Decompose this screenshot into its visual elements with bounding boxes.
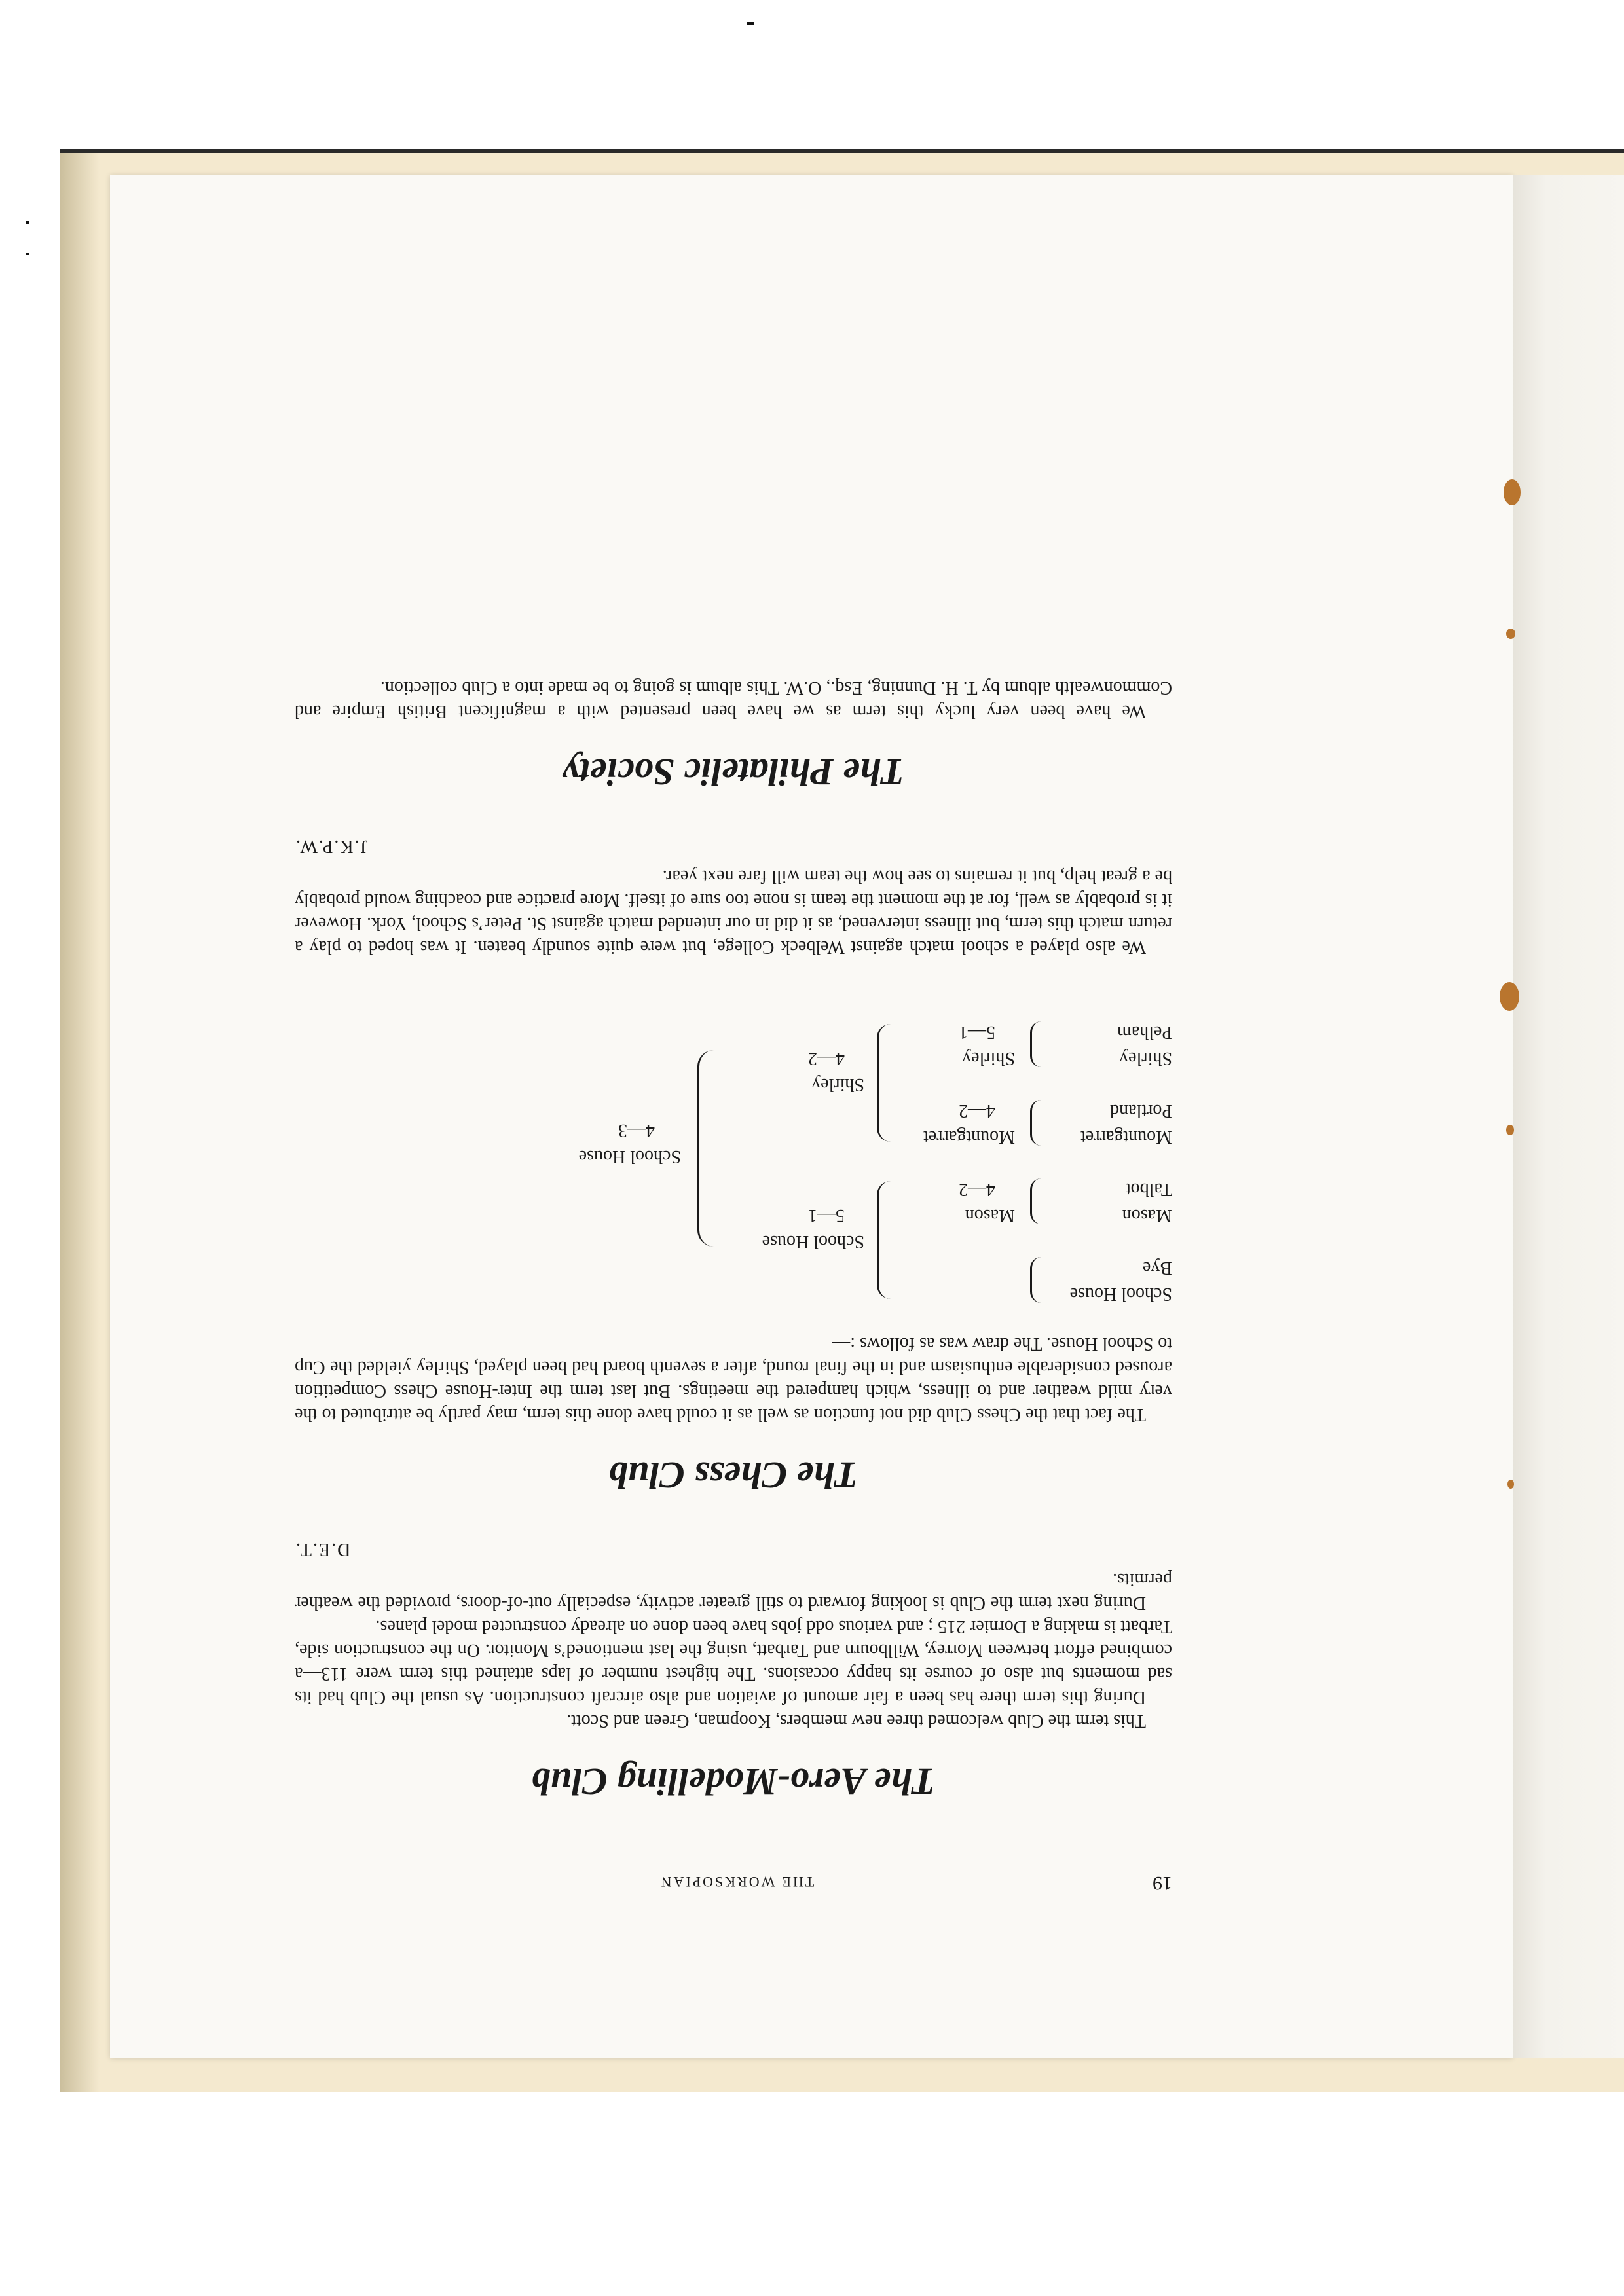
round2-score: 4—2 <box>959 1101 995 1121</box>
chess-paragraph-1: The fact that the Chess Club did not function as well as it could have done this term, may partly be attributed to the very mild weather and to illness, which hampered the meetings. But last term the Inter-House Chess Competition aroused considerable enthusiasm and in the final round, after a seventh board had been played, Shirley yielded the Cup to School House. The draw was as follows :— <box>295 1334 1172 1425</box>
semi-winner: Shirley <box>811 1074 864 1095</box>
aero-signature: D.E.T. <box>295 1539 351 1559</box>
chess-signature: J.K.P.W. <box>295 836 368 856</box>
chess-section <box>295 834 1172 1498</box>
round2-score: 5—1 <box>959 1022 995 1042</box>
semi-score: 5—1 <box>808 1205 845 1226</box>
round2-winner: Mason <box>965 1205 1015 1226</box>
draw-team: Pelham <box>1117 1022 1172 1042</box>
bracket-brace <box>1030 1021 1041 1067</box>
aero-paragraph-2: During this term there has been a fair amount of aviation and also aircraft construction. As usual the Club had its sad moments but also of course its happy occasions. The highest number of laps attained this term were 113—a combined effort between Morrey, Willbourn and Tarbatt, using the last mentioned’s Monitor. On the construction side, Tarbatt is making a Dornier 215 ; and various odd jobs have been done on already constructed model planes. <box>295 1616 1172 1707</box>
running-title: THE WORKSOPIAN <box>659 1874 815 1890</box>
aero-paragraph-3: During next term the Club is looking forward to still greater activity, especially out-of-doors, provided the weather permits. <box>295 1569 1172 1613</box>
draw-team: Bye <box>1142 1258 1172 1278</box>
bracket-brace <box>1030 1100 1041 1146</box>
bracket-brace <box>697 1050 714 1247</box>
semi-winner: School House <box>762 1231 864 1252</box>
page-content <box>295 676 1172 1895</box>
chess-draw-bracket <box>295 991 1172 1305</box>
draw-team: Mountgarret <box>1080 1127 1172 1147</box>
round2-score: 4—2 <box>959 1179 995 1199</box>
draw-team: Portland <box>1110 1101 1172 1121</box>
aero-paragraph-1: This term the Club welcomed three new members, Koopman, Green and Scott. <box>566 1711 1146 1731</box>
running-head <box>295 1870 1172 1895</box>
page-number: 19 <box>1153 1872 1172 1894</box>
chess-paragraph-2: We also played a school match against Welbeck College, but were quite soundly beaten. It was hoped to play a return match this term, but illness intervened, as it did in our intended match against St. Peter’s School, York. However it is probably as well, for at the moment the team is none too sure of itself. More practice and coaching would probably be a great help, but it remains to see how the team will fare next year. <box>295 866 1172 957</box>
aero-heading: The Aero-Modelling Club <box>531 1760 936 1803</box>
aero-modelling-section <box>295 1537 1172 1804</box>
bracket-brace <box>877 1181 891 1299</box>
philatelic-section <box>295 676 1172 795</box>
draw-team: Shirley <box>1119 1048 1172 1068</box>
round2-winner: Shirley <box>962 1048 1015 1068</box>
bracket-brace <box>1030 1257 1041 1303</box>
bracket-brace <box>1030 1178 1041 1224</box>
cover-shadow <box>60 153 100 2092</box>
facing-page-edge <box>1513 175 1624 2058</box>
round2-winner: Mountgarret <box>923 1127 1015 1147</box>
scan-mark <box>747 22 754 25</box>
draw-team: Talbot <box>1125 1179 1172 1199</box>
bracket-brace <box>877 1024 891 1142</box>
scan-mark <box>26 221 29 224</box>
semi-score: 4—2 <box>808 1048 845 1068</box>
draw-team: School House <box>1069 1284 1172 1304</box>
philatelic-heading: The Philatelic Society <box>563 751 904 793</box>
philatelic-paragraph-1: We have been very lucky this term as we have been presented with a magnificent British Empire and Commonwealth album by T. H. Dunning, Esq., O.W. This album is going to be made into a Club collection. <box>295 678 1172 721</box>
final-score: 4—3 <box>618 1120 655 1140</box>
scan-mark <box>26 253 29 255</box>
printed-page-upside-down <box>110 175 1513 2058</box>
final-winner: School House <box>578 1146 681 1167</box>
draw-team: Mason <box>1122 1205 1172 1226</box>
chess-heading: The Chess Club <box>608 1454 858 1497</box>
